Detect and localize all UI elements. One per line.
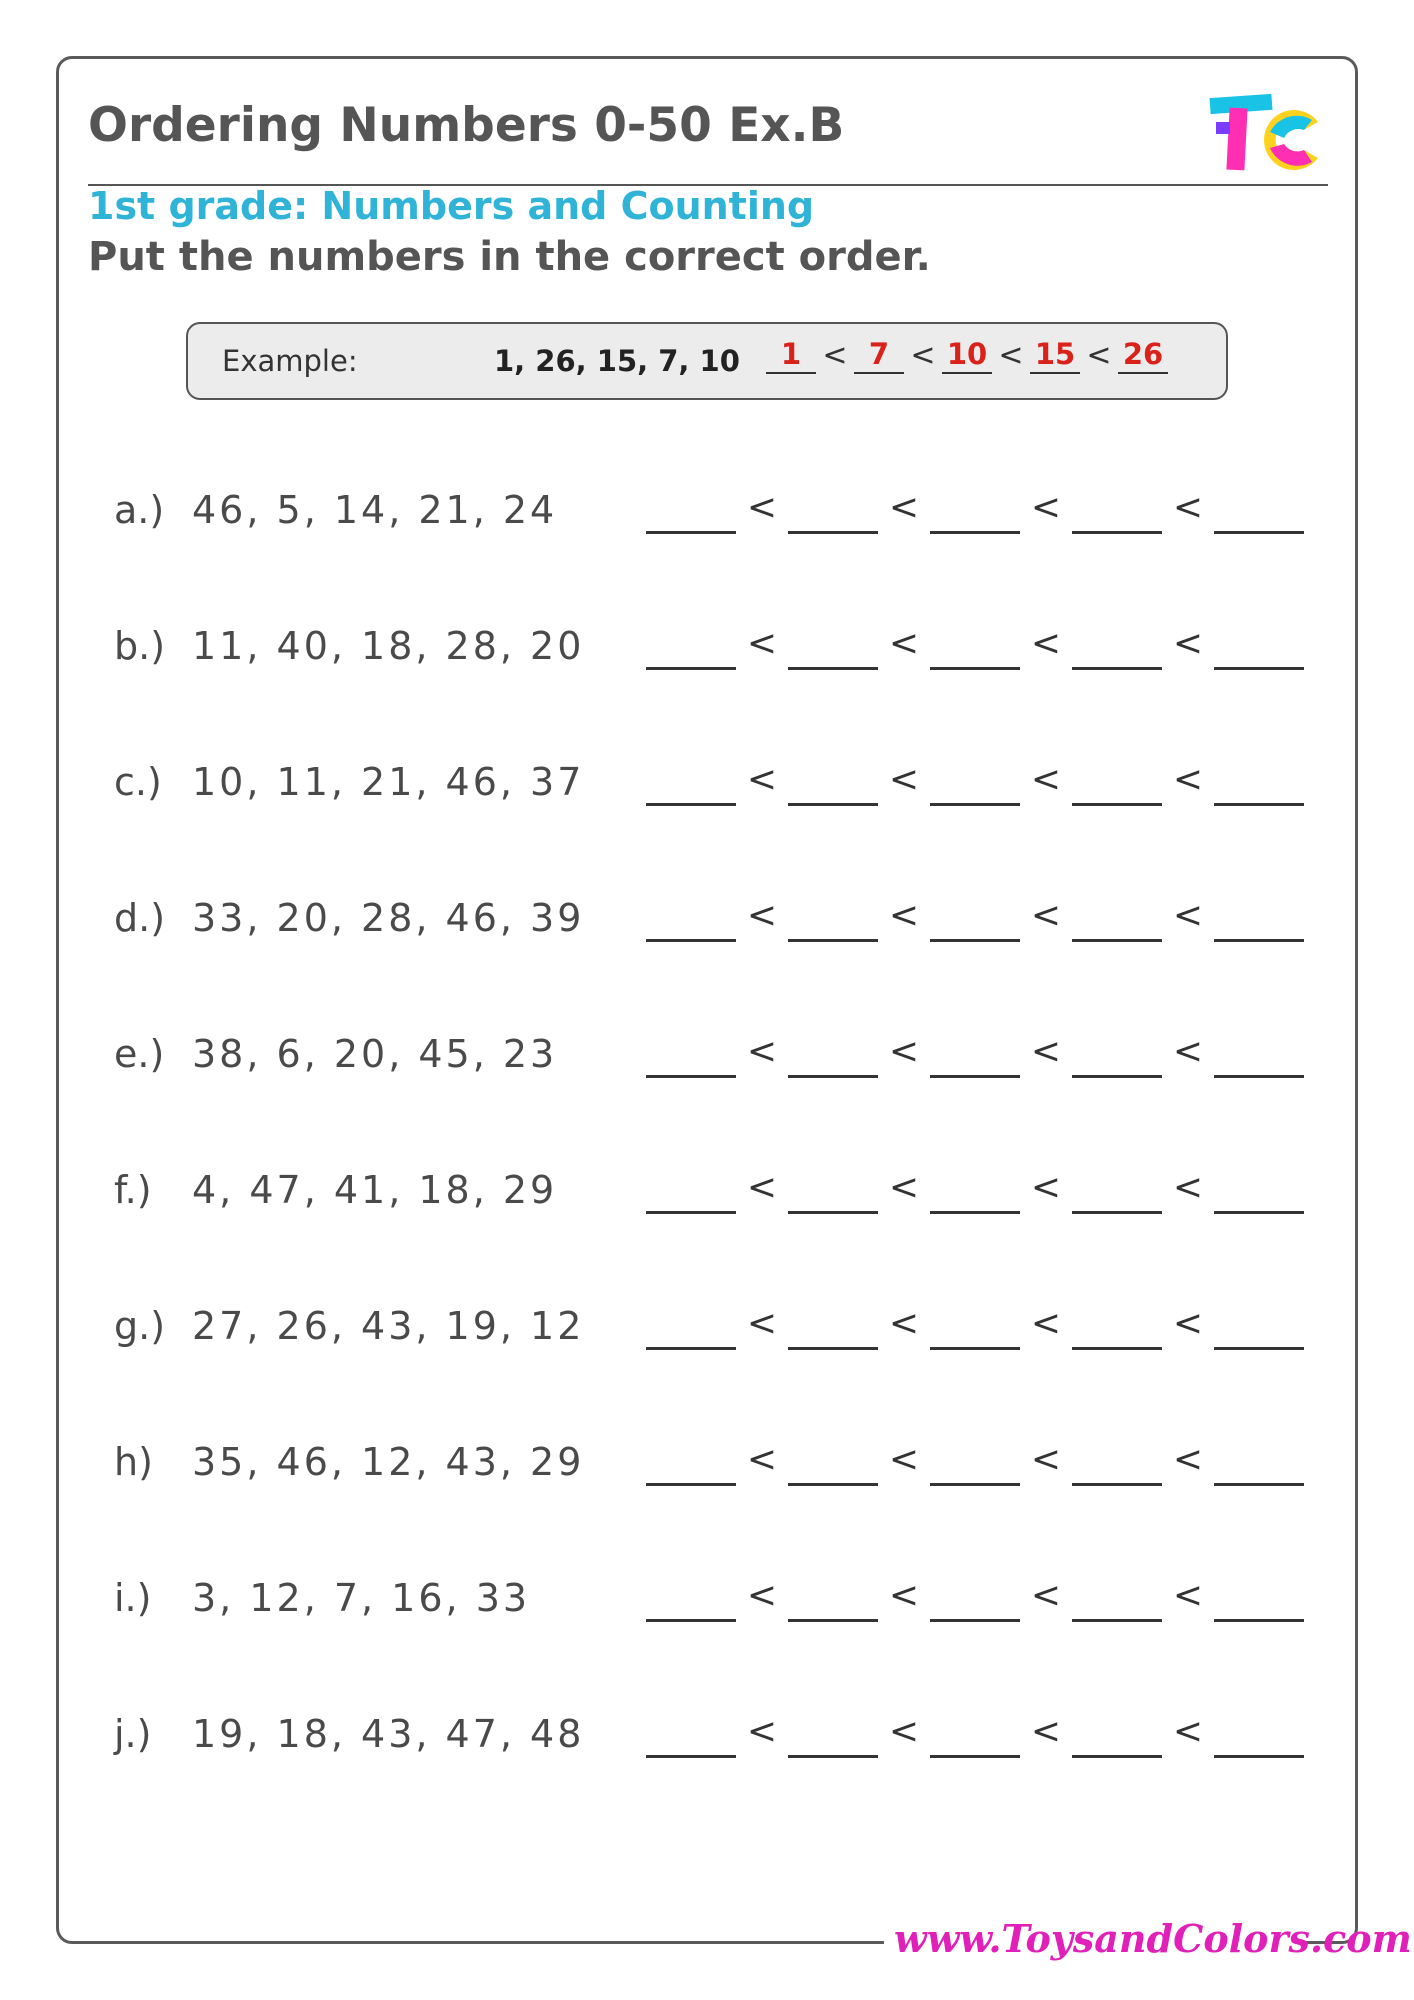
less-than-sign: < (1172, 759, 1204, 800)
less-than-sign: < (1030, 1711, 1062, 1752)
answer-blank[interactable] (788, 760, 878, 806)
problem-label: b.) (114, 624, 166, 668)
less-than-sign: < (1172, 1031, 1204, 1072)
less-than-sign: < (1030, 1575, 1062, 1616)
answer-blank[interactable] (1072, 1304, 1162, 1350)
less-than-sign: < (1172, 1303, 1204, 1344)
answer-blanks (646, 760, 1304, 806)
less-than-sign: < (1086, 338, 1112, 373)
answer-blank[interactable] (1214, 1304, 1304, 1350)
less-than-sign: < (1172, 1167, 1204, 1208)
answer-blank[interactable] (646, 1168, 736, 1214)
answer-blank[interactable] (930, 896, 1020, 942)
answer-blank[interactable] (1214, 1440, 1304, 1486)
answer-blank[interactable] (1214, 896, 1304, 942)
less-than-sign: < (746, 895, 778, 936)
problem-numbers: 35, 46, 12, 43, 29 (192, 1440, 585, 1484)
less-than-sign: < (888, 623, 920, 664)
answer-blank[interactable] (930, 1440, 1020, 1486)
less-than-sign: < (746, 1167, 778, 1208)
answer-blank[interactable] (788, 1032, 878, 1078)
answer-blank[interactable] (646, 760, 736, 806)
problem-row (114, 1440, 1314, 1500)
example-numbers: 1, 26, 15, 7, 10 (494, 344, 740, 378)
answer-blanks (646, 1032, 1304, 1078)
answer-blank[interactable] (1072, 760, 1162, 806)
less-than-sign: < (1030, 759, 1062, 800)
answer-blank[interactable] (788, 1304, 878, 1350)
less-than-sign: < (746, 1031, 778, 1072)
answer-blank[interactable] (1072, 1168, 1162, 1214)
less-than-sign: < (1030, 895, 1062, 936)
answer-blank[interactable] (646, 896, 736, 942)
example-answer: 7 (854, 338, 904, 374)
example-answer: 10 (942, 338, 992, 374)
less-than-sign: < (888, 1711, 920, 1752)
answer-blank[interactable] (646, 1032, 736, 1078)
less-than-sign: < (1172, 1575, 1204, 1616)
answer-blanks (646, 488, 1304, 534)
problem-numbers: 10, 11, 21, 46, 37 (192, 760, 585, 804)
problem-label: h) (114, 1440, 153, 1484)
problem-label: d.) (114, 896, 166, 940)
problem-row (114, 1576, 1314, 1636)
less-than-sign: < (746, 1575, 778, 1616)
answer-blanks (646, 1440, 1304, 1486)
problem-label: i.) (114, 1576, 152, 1620)
answer-blank[interactable] (1072, 1712, 1162, 1758)
problem-row (114, 896, 1314, 956)
problem-numbers: 4, 47, 41, 18, 29 (192, 1168, 558, 1212)
website-footer: www.ToysandColors.com (894, 1916, 1412, 1961)
instruction-text: Put the numbers in the correct order. (88, 234, 931, 280)
problem-numbers: 33, 20, 28, 46, 39 (192, 896, 585, 940)
problem-label: g.) (114, 1304, 166, 1348)
less-than-sign: < (888, 487, 920, 528)
less-than-sign: < (1030, 623, 1062, 664)
answer-blank[interactable] (1072, 1576, 1162, 1622)
answer-blank[interactable] (788, 1168, 878, 1214)
less-than-sign: < (1030, 1303, 1062, 1344)
answer-blank[interactable] (1214, 1576, 1304, 1622)
answer-blank[interactable] (1072, 896, 1162, 942)
less-than-sign: < (888, 1167, 920, 1208)
answer-blanks (646, 1712, 1304, 1758)
problem-row (114, 488, 1314, 548)
less-than-sign: < (1172, 487, 1204, 528)
answer-blank[interactable] (930, 1712, 1020, 1758)
less-than-sign: < (746, 623, 778, 664)
less-than-sign: < (888, 895, 920, 936)
answer-blank[interactable] (1214, 1032, 1304, 1078)
answer-blank[interactable] (788, 488, 878, 534)
answer-blank[interactable] (930, 1168, 1020, 1214)
answer-blank[interactable] (646, 1712, 736, 1758)
answer-blank[interactable] (930, 760, 1020, 806)
less-than-sign: < (1030, 487, 1062, 528)
answer-blank[interactable] (930, 1032, 1020, 1078)
problem-label: e.) (114, 1032, 165, 1076)
answer-blank[interactable] (788, 1712, 878, 1758)
less-than-sign: < (1172, 1439, 1204, 1480)
answer-blanks (646, 1168, 1304, 1214)
answer-blank[interactable] (646, 1576, 736, 1622)
less-than-sign: < (822, 338, 848, 373)
problem-label: f.) (114, 1168, 152, 1212)
answer-blank[interactable] (930, 488, 1020, 534)
less-than-sign: < (1172, 623, 1204, 664)
less-than-sign: < (1030, 1031, 1062, 1072)
less-than-sign: < (746, 759, 778, 800)
answer-blank[interactable] (930, 1576, 1020, 1622)
less-than-sign: < (888, 1439, 920, 1480)
answer-blank[interactable] (788, 624, 878, 670)
problem-numbers: 19, 18, 43, 47, 48 (192, 1712, 585, 1756)
answer-blank[interactable] (1072, 1440, 1162, 1486)
example-box (186, 322, 1228, 400)
example-label: Example: (222, 344, 358, 378)
answer-blank[interactable] (1214, 760, 1304, 806)
example-answers (766, 338, 1168, 374)
answer-blank[interactable] (1072, 1032, 1162, 1078)
problem-row (114, 1712, 1314, 1772)
less-than-sign: < (746, 1303, 778, 1344)
problem-numbers: 46, 5, 14, 21, 24 (192, 488, 558, 532)
problem-row (114, 1168, 1314, 1228)
problem-row (114, 1304, 1314, 1364)
answer-blank[interactable] (788, 1440, 878, 1486)
answer-blank[interactable] (1214, 488, 1304, 534)
tc-logo-icon (1208, 92, 1328, 178)
answer-blank[interactable] (646, 488, 736, 534)
problem-label: j.) (114, 1712, 152, 1756)
page-title: Ordering Numbers 0-50 Ex.B (88, 98, 845, 153)
answer-blanks (646, 624, 1304, 670)
less-than-sign: < (888, 1303, 920, 1344)
problem-numbers: 3, 12, 7, 16, 33 (192, 1576, 531, 1620)
answer-blank[interactable] (646, 1304, 736, 1350)
problem-numbers: 11, 40, 18, 28, 20 (192, 624, 585, 668)
less-than-sign: < (1030, 1439, 1062, 1480)
answer-blank[interactable] (788, 896, 878, 942)
answer-blank[interactable] (930, 624, 1020, 670)
answer-blank[interactable] (1072, 488, 1162, 534)
answer-blank[interactable] (1214, 1712, 1304, 1758)
problem-numbers: 27, 26, 43, 19, 12 (192, 1304, 585, 1348)
answer-blank[interactable] (788, 1576, 878, 1622)
less-than-sign: < (888, 1575, 920, 1616)
answer-blank[interactable] (1214, 624, 1304, 670)
example-answer: 15 (1030, 338, 1080, 374)
less-than-sign: < (746, 1439, 778, 1480)
less-than-sign: < (888, 1031, 920, 1072)
answer-blanks (646, 1304, 1304, 1350)
less-than-sign: < (888, 759, 920, 800)
problem-row (114, 1032, 1314, 1092)
less-than-sign: < (1172, 895, 1204, 936)
answer-blank[interactable] (1214, 1168, 1304, 1214)
answer-blank[interactable] (1072, 624, 1162, 670)
less-than-sign: < (746, 1711, 778, 1752)
answer-blanks (646, 896, 1304, 942)
problem-label: c.) (114, 760, 162, 804)
less-than-sign: < (998, 338, 1024, 373)
grade-subtitle: 1st grade: Numbers and Counting (88, 184, 815, 228)
example-answer: 1 (766, 338, 816, 374)
problem-row (114, 624, 1314, 684)
problem-label: a.) (114, 488, 165, 532)
answer-blank[interactable] (930, 1304, 1020, 1350)
less-than-sign: < (910, 338, 936, 373)
less-than-sign: < (1172, 1711, 1204, 1752)
problem-numbers: 38, 6, 20, 45, 23 (192, 1032, 558, 1076)
example-answer: 26 (1118, 338, 1168, 374)
answer-blank[interactable] (646, 624, 736, 670)
less-than-sign: < (746, 487, 778, 528)
less-than-sign: < (1030, 1167, 1062, 1208)
answer-blanks (646, 1576, 1304, 1622)
problem-row (114, 760, 1314, 820)
answer-blank[interactable] (646, 1440, 736, 1486)
